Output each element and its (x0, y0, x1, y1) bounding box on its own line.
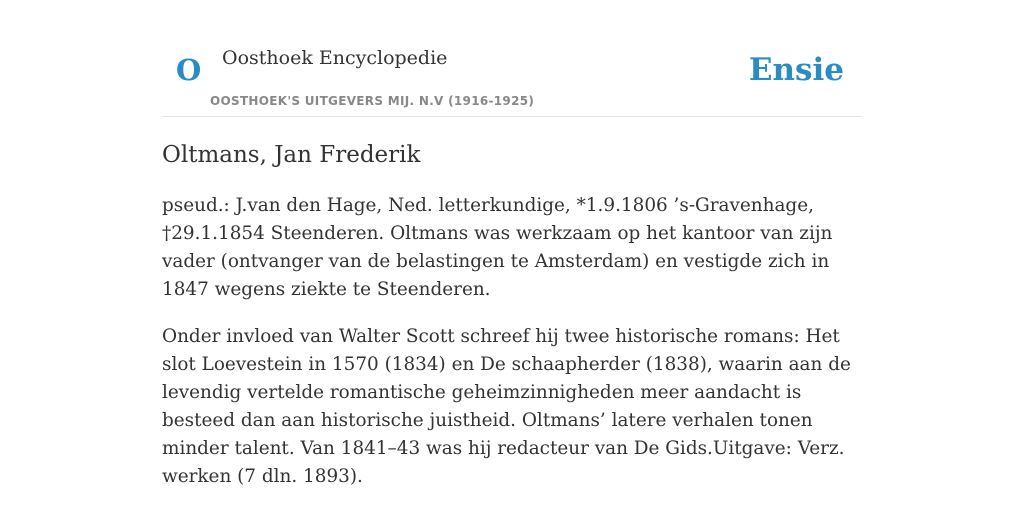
site-header (162, 0, 862, 117)
entry-title: Oltmans, Jan Frederik (162, 142, 421, 168)
entry-body (162, 192, 862, 510)
ensie-brand-link[interactable]: Ensie (748, 52, 844, 88)
logo-mark[interactable]: O (176, 53, 202, 87)
entry-paragraph: Onder invloed van Walter Scott schreef hij twee historische romans: Het slot Loevestein in 1570 (1834) en De schaapherder (1838), waarin aan de levendig vertelde romantische geheimzinnigheden meer aandacht is besteed dan aan historische juistheid. Oltmans’ latere verhalen tonen minder talent. Van 1841–43 was hij redacteur van De Gids.Uitgave: Verz. werken (7 dln. 1893). (162, 326, 851, 487)
entry-paragraph: pseud.: J.van den Hage, Ned. letterkundige, *1.9.1806 ’s-Gravenhage, †29.1.1854 Steenderen. Oltmans was werkzaam op het kantoor van zijn vader (ontvanger van de belastingen te Amsterdam) en vestigde zich in 1847 wegens ziekte te Steenderen. (162, 195, 833, 300)
site-title-link[interactable]: Oosthoek Encyclopedie (222, 47, 448, 69)
publisher-label: OOSTHOEK'S UITGEVERS MIJ. N.V (1916-1925) (210, 94, 535, 108)
